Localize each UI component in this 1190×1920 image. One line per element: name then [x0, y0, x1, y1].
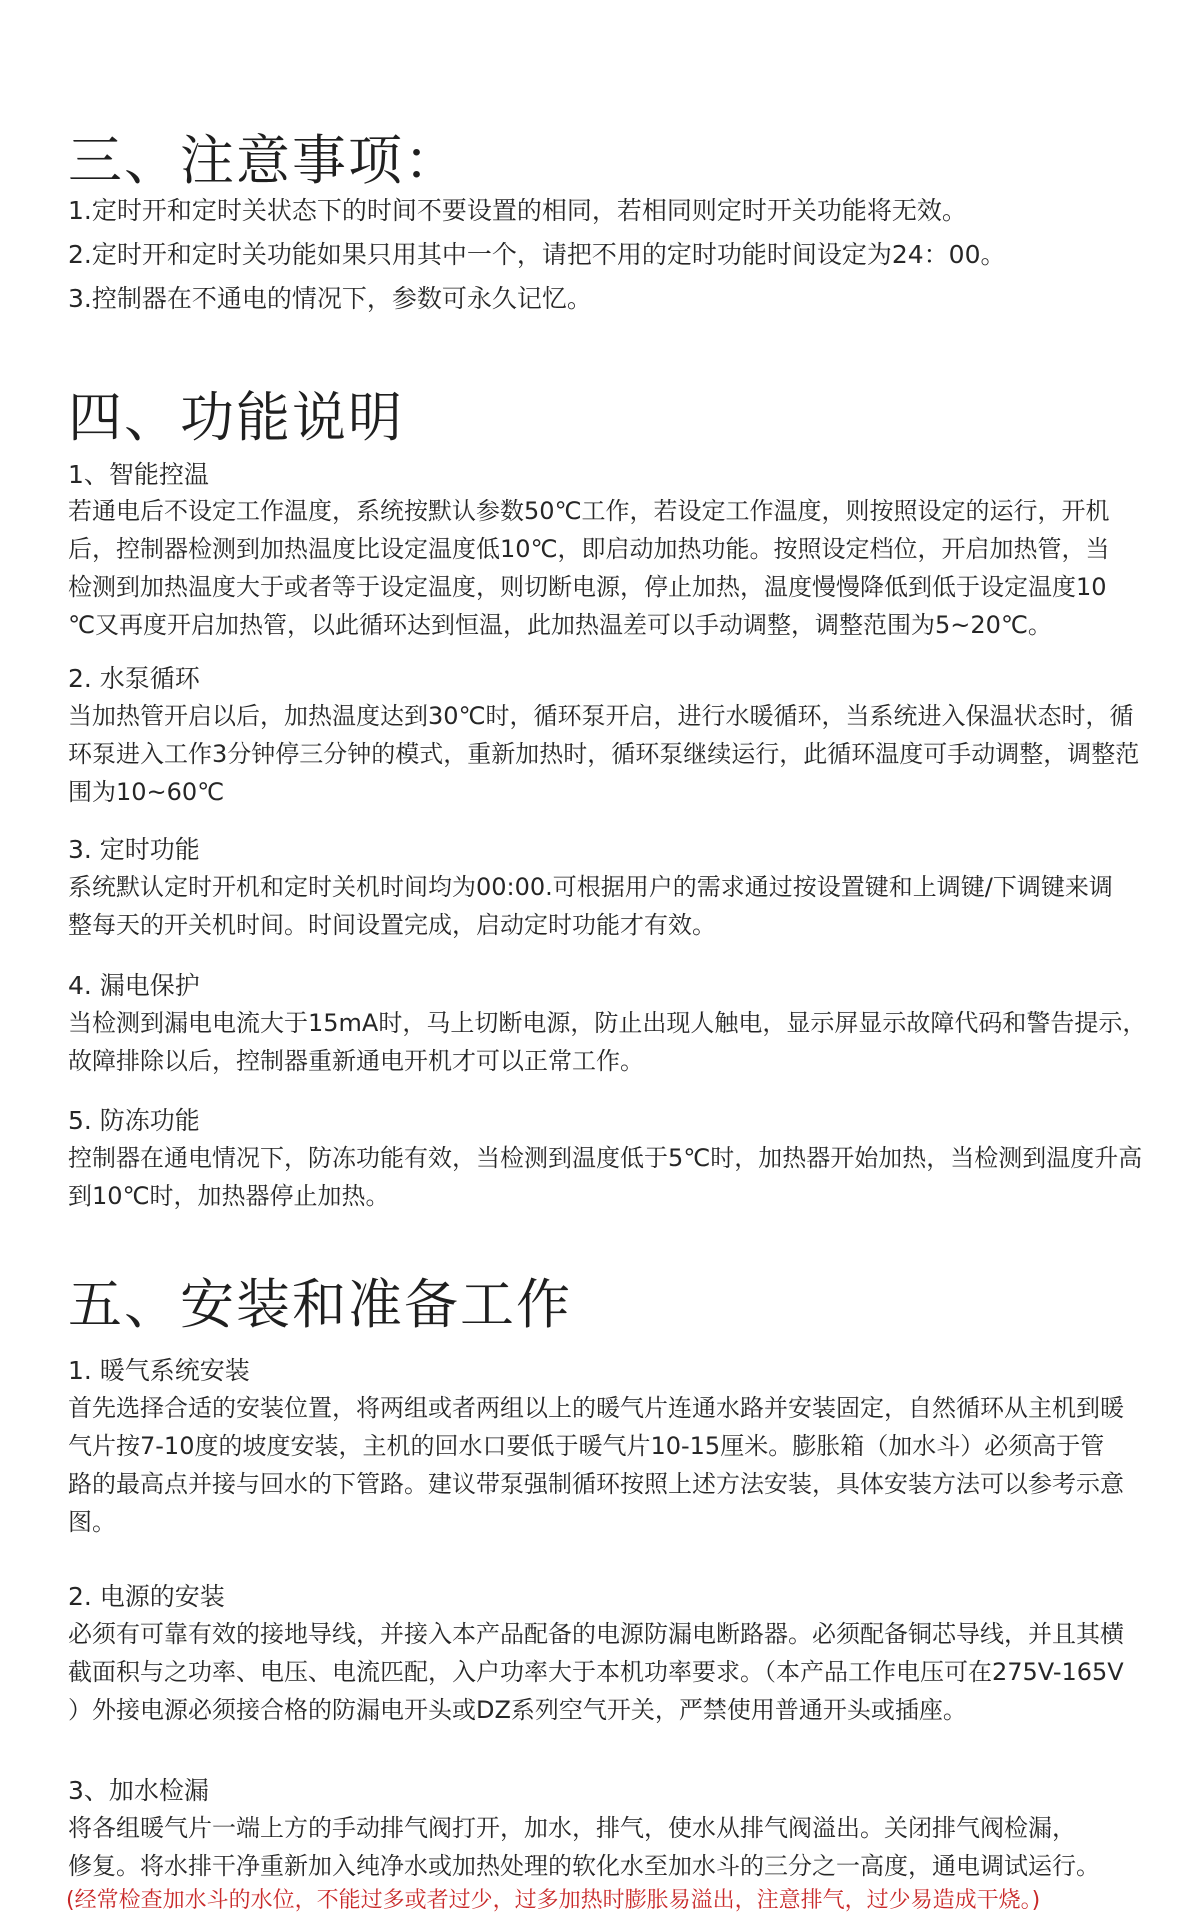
function-text-pump-cycle: [68, 697, 1188, 811]
text-line: 当检测到漏电电流大于15mA时，马上切断电源，防止出现人触电，显示屏显示故障代码和警告提示，: [68, 1009, 1147, 1037]
function-text-temperature-control: [68, 492, 1188, 644]
function-heading-leakage-protection: 4. 漏电保护: [68, 971, 200, 1000]
text-line: 故障排除以后，控制器重新通电开机才可以正常工作。: [68, 1047, 644, 1075]
install-text-water-leak-check: [68, 1809, 1188, 1885]
text-line: 环泵进入工作3分钟停三分钟的模式，重新加热时，循环泵继续运行，此循环温度可手动调整，调整范: [68, 740, 1140, 768]
function-heading-antifreeze: 5. 防冻功能: [68, 1106, 200, 1135]
notes-item-1: 1.定时开和定时关状态下的时间不要设置的相同，若相同则定时开关功能将无效。: [68, 196, 967, 225]
text-line: 截面积与之功率、电压、电流匹配，入户功率大于本机功率要求。（本产品工作电压可在275V-165V: [68, 1658, 1124, 1686]
text-line: 必须有可靠有效的接地导线，并接入本产品配备的电源防漏电断路器。必须配备铜芯导线，并且其横: [68, 1620, 1124, 1648]
install-heading-power-supply: 2. 电源的安装: [68, 1582, 225, 1611]
text-line: 若通电后不设定工作温度，系统按默认参数50℃工作，若设定工作温度，则按照设定的运行，开机: [68, 497, 1110, 525]
text-line: 将各组暖气片一端上方的手动排气阀打开，加水，排气，使水从排气阀溢出。关闭排气阀检漏，: [68, 1814, 1076, 1842]
text-line: ℃又再度开启加热管，以此循环达到恒温，此加热温差可以手动调整，调整范围为5~20℃。: [68, 611, 1052, 639]
function-text-leakage-protection: [68, 1004, 1188, 1080]
text-line: 后，控制器检测到加热温度比设定温度低10℃，即启动加热功能。按照设定档位，开启加热管，当: [68, 535, 1110, 563]
text-line: 首先选择合适的安装位置，将两组或者两组以上的暖气片连通水路并安装固定，自然循环从主机到暖: [68, 1394, 1124, 1422]
section-title-notes: 三、注意事项：: [68, 129, 460, 192]
function-text-timer: [68, 868, 1188, 944]
text-line: 路的最高点并接与回水的下管路。建议带泵强制循环按照上述方法安装，具体安装方法可以参考示意: [68, 1470, 1124, 1498]
notes-item-2: 2.定时开和定时关功能如果只用其中一个，请把不用的定时功能时间设定为24：00。: [68, 240, 1006, 269]
text-line: 整每天的开关机时间。时间设置完成，启动定时功能才有效。: [68, 911, 716, 939]
text-line: 修复。将水排干净重新加入纯净水或加热处理的软化水至加水斗的三分之一高度，通电调试运行。: [68, 1852, 1100, 1880]
install-heading-heating-system: 1. 暖气系统安装: [68, 1356, 250, 1385]
function-heading-pump-cycle: 2. 水泵循环: [68, 664, 200, 693]
function-heading-temperature-control: 1、智能控温: [68, 460, 209, 489]
install-heading-water-leak-check: 3、加水检漏: [68, 1776, 209, 1805]
function-text-antifreeze: [68, 1139, 1188, 1215]
section-title-install: 五、安装和准备工作: [68, 1273, 572, 1336]
notes-item-3: 3.控制器在不通电的情况下，参数可永久记忆。: [68, 284, 592, 313]
install-warning-water-level: (经常检查加水斗的水位，不能过多或者过少，过多加热时膨胀易溢出，注意排气，过少易造成干烧。): [66, 1888, 1041, 1913]
text-line: 检测到加热温度大于或者等于设定温度，则切断电源，停止加热，温度慢慢降低到低于设定温度10: [68, 573, 1107, 601]
text-line: 图。: [68, 1508, 116, 1536]
text-line: 气片按7-10度的坡度安装，主机的回水口要低于暖气片10-15厘米。膨胀箱（加水斗）必须高于管: [68, 1432, 1105, 1460]
text-line: 当加热管开启以后，加热温度达到30℃时，循环泵开启，进行水暖循环，当系统进入保温状态时，循: [68, 702, 1134, 730]
section-title-functions: 四、功能说明: [68, 386, 404, 449]
text-line: 到10℃时，加热器停止加热。: [68, 1182, 390, 1210]
install-text-power-supply: [68, 1615, 1188, 1729]
text-line: 控制器在通电情况下，防冻功能有效，当检测到温度低于5℃时，加热器开始加热，当检测到温度升高: [68, 1144, 1143, 1172]
text-line: 围为10~60℃: [68, 778, 225, 806]
text-line: ）外接电源必须接合格的防漏电开头或DZ系列空气开关，严禁使用普通开头或插座。: [68, 1696, 967, 1724]
text-line: 系统默认定时开机和定时关机时间均为00:00.可根据用户的需求通过按设置键和上调键/下调键来调: [68, 873, 1113, 901]
install-text-heating-system: [68, 1389, 1188, 1541]
function-heading-timer: 3. 定时功能: [68, 835, 200, 864]
